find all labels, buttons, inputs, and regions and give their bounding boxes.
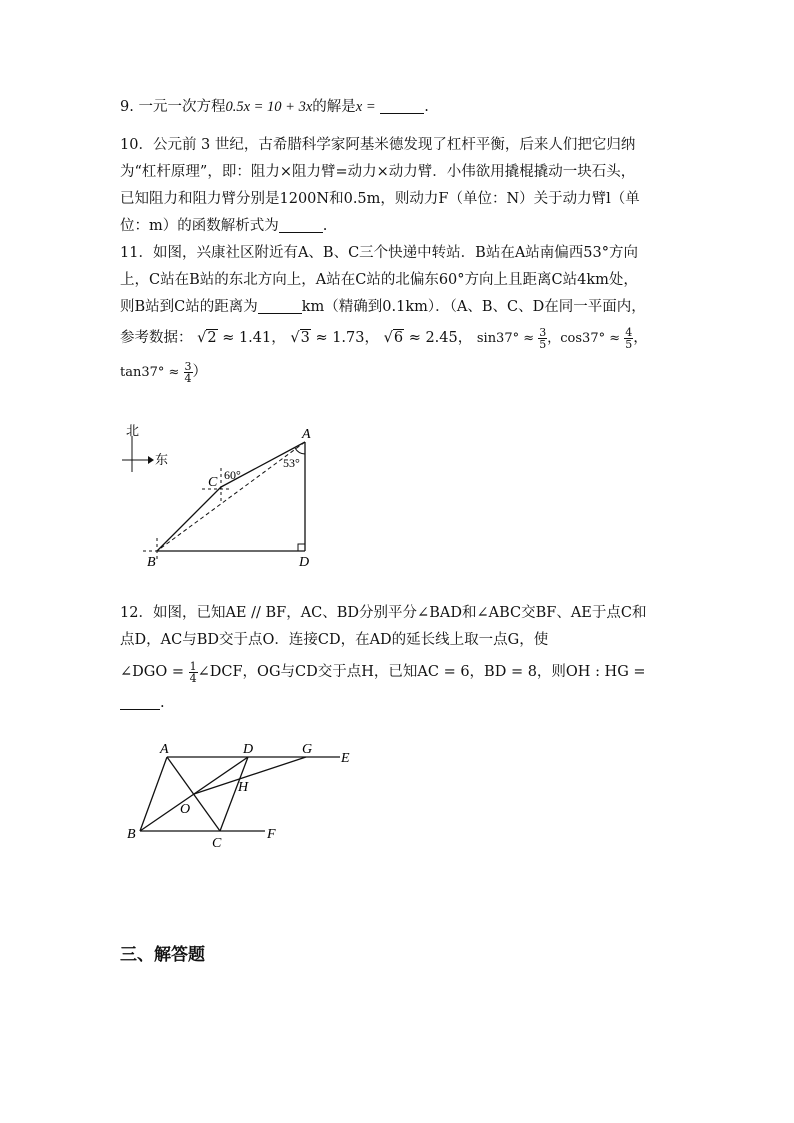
- label-G: G: [302, 742, 313, 757]
- q12-answer-blank[interactable]: [120, 693, 160, 710]
- q11-line-3a: 则B站到C站的距离为: [120, 299, 258, 315]
- label-F: F: [267, 827, 276, 842]
- sqrt3: √3: [290, 330, 310, 346]
- angle-arc-A: [295, 448, 305, 454]
- q10-answer-blank[interactable]: [279, 216, 323, 233]
- label-A: A: [160, 742, 169, 757]
- angle-53: 53°: [283, 456, 300, 470]
- q11-close-paren: ）: [192, 364, 208, 380]
- figure-11: [110, 420, 340, 580]
- q9-text-a: 一元一次方程: [138, 99, 226, 115]
- figure-12: [120, 735, 360, 855]
- q12-line-2: 点D，AC与BD交于点O．连接CD，在AD的延长线上取一点G，使: [120, 632, 549, 648]
- compass-east-arrow-icon: [148, 456, 154, 464]
- tan37: tan37° ≈: [120, 365, 184, 380]
- label-C: C: [212, 836, 222, 851]
- q12-fraction: $\frac{1}{4}$: [189, 659, 197, 685]
- q9-answer-blank[interactable]: [380, 97, 424, 114]
- q11-line4-end: ，: [633, 330, 648, 346]
- q11-line-3b: km（精确到0.1km）．（A、B、C、D在同一平面内，: [301, 299, 646, 315]
- label-D: D: [243, 742, 254, 757]
- tan37-fraction: $\frac{3}{4}$: [184, 359, 192, 385]
- q9-answer-var: x =: [355, 99, 376, 115]
- sqrt3-value: ≈ 1.73，: [310, 330, 379, 346]
- compass-north: 北: [126, 423, 140, 438]
- label-B: B: [147, 555, 156, 570]
- q9-number: 9.: [120, 99, 134, 115]
- q11-line-1: 11．如图，兴康社区附近有A、B、C三个快递中转站．B站在A站南偏西53°方向: [120, 245, 638, 261]
- section-heading: 三、解答题: [120, 945, 205, 965]
- label-E: E: [341, 751, 350, 766]
- q9-equation: 0.5x = 10 + 3x: [225, 99, 313, 115]
- label-H: H: [238, 780, 249, 795]
- label-O: O: [180, 802, 191, 817]
- q12-end: .: [160, 695, 165, 711]
- q11-line-2: 上，C站在B站的东北方向上，A站在C站的北偏东60°方向上且距离C站4km处，: [120, 272, 638, 288]
- q9-end: .: [424, 99, 429, 115]
- question-9: [120, 94, 680, 121]
- sin37: sin37° ≈: [476, 331, 539, 346]
- label-D: D: [299, 555, 310, 570]
- question-12: [120, 600, 680, 717]
- right-angle-D: [298, 544, 305, 551]
- q12-line-1: 12．如图，已知AE // BF，AC、BD分别平分∠BAD和∠ABC交BF、AE于点C和: [120, 605, 647, 621]
- q12-line-3b: ∠DCF，OG与CD交于点H，已知AC = 6，BD = 8，则OH : HG =: [197, 664, 646, 680]
- q11-ref-label: 参考数据：: [120, 330, 193, 346]
- q11-answer-blank[interactable]: [258, 297, 302, 314]
- q10-line-2: 为“杠杆原理”，即：阻力×阻力臂=动力×动力臂．小伟欲用撬棍撬动一块石头，: [120, 164, 636, 180]
- q12-line-3a: ∠DGO =: [120, 664, 189, 680]
- cos37-fraction: $\frac{4}{5}$: [625, 325, 633, 351]
- segment-OG: [194, 757, 306, 794]
- compass-east: 东: [155, 452, 169, 467]
- angle-60: 60°: [224, 468, 241, 482]
- sqrt6: √6: [383, 330, 404, 346]
- segment-BC: [157, 487, 221, 551]
- label-B: B: [127, 827, 136, 842]
- cos37: ，cos37° ≈: [547, 331, 625, 346]
- question-11: [120, 240, 680, 389]
- q10-line-3: 已知阻力和阻力臂分别是1200N和0.5m，则动力F（单位：N）关于动力臂l（单: [120, 191, 640, 207]
- q10-line-4: 位：m）的函数解析式为: [120, 218, 279, 234]
- q10-line-1: 10．公元前 3 世纪，古希腊科学家阿基米德发现了杠杆平衡，后来人们把它归纳: [120, 137, 636, 153]
- label-A: A: [302, 427, 311, 442]
- sqrt2: √2: [197, 330, 217, 346]
- sin37-fraction: $\frac{3}{5}$: [539, 325, 547, 351]
- sqrt6-value: ≈ 2.45，: [404, 330, 473, 346]
- label-C: C: [208, 475, 218, 490]
- segment-AB: [140, 757, 167, 831]
- sqrt2-value: ≈ 1.41，: [217, 330, 286, 346]
- q10-end: .: [322, 218, 328, 234]
- question-10: [120, 132, 680, 240]
- q9-text-b: 的解是: [312, 99, 356, 115]
